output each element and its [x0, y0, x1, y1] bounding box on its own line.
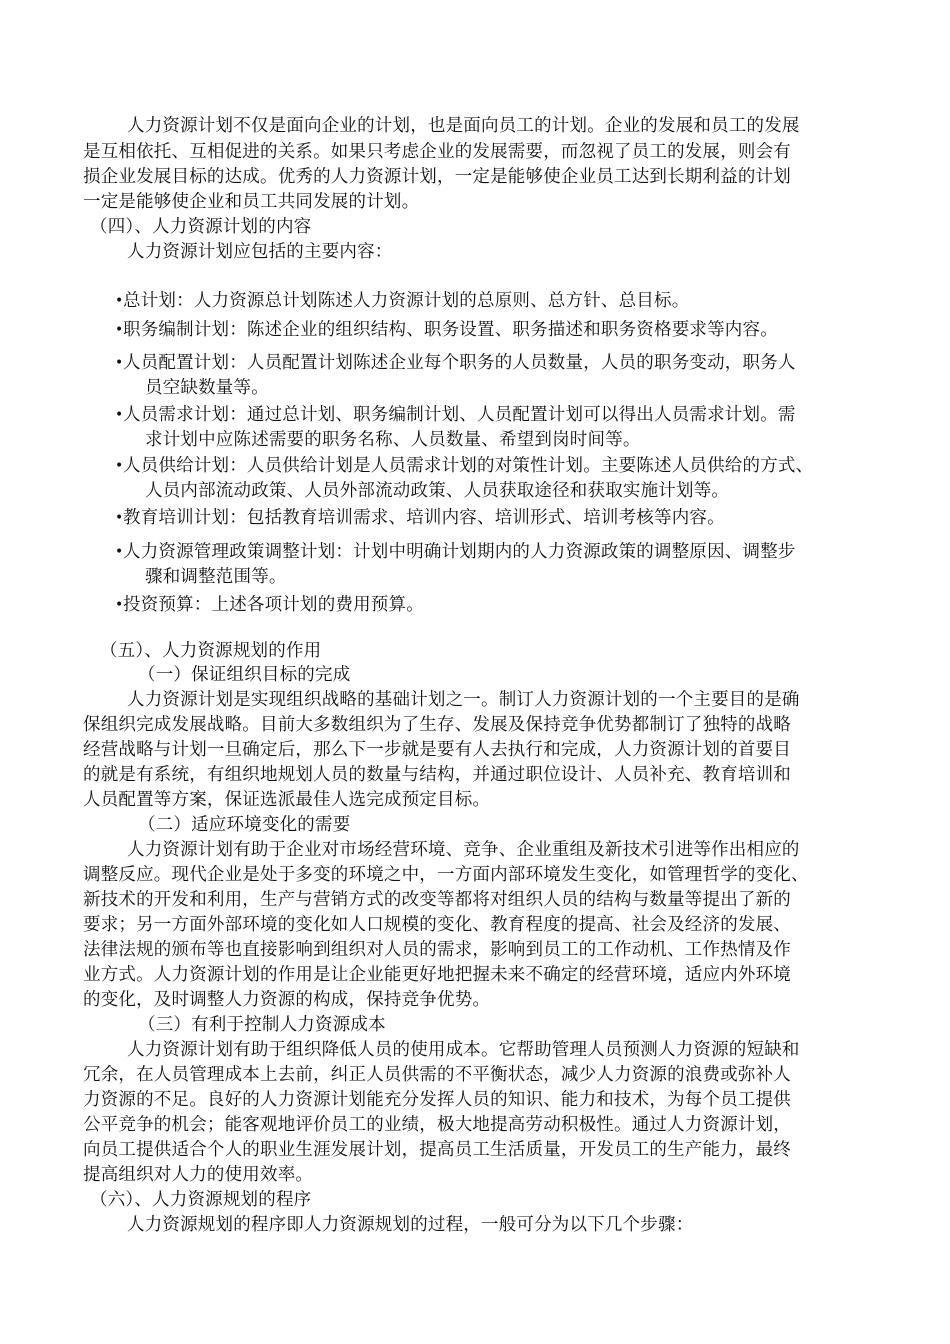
list-item-line-continued: 人员内部流动政策、人员外部流动政策、人员获取途径和获取实施计划等。: [145, 481, 730, 501]
paragraph-line: 人力资源计划有助于组织降低人员的使用成本。它帮助管理人员预测人力资源的短缺和: [127, 1040, 800, 1060]
list-item-line: 职务编制计划：陈述企业的组织结构、职务设置、职务描述和职务资格要求等内容。: [123, 320, 778, 340]
list-item-line: 人员配置计划：人员配置计划陈述企业每个职务的人员数量，人员的职务变动，职务人: [123, 353, 796, 373]
list-item-line-continued: 骤和调整范围等。: [145, 567, 287, 587]
list-item-line-continued: 求计划中应陈述需要的职务名称、人员数量、希望到岗时间等。: [145, 430, 641, 450]
paragraph-line: 人员配置等方案，保证选派最佳人选完成预定目标。: [83, 790, 491, 810]
bullet-marker: •: [115, 355, 124, 371]
paragraph-line: 公平竞争的机会；能客观地评价员工的业绩，极大地提高劳动积极性。通过人力资源计划，: [83, 1115, 791, 1135]
paragraph-line: 要求；另一方面外部环境的变化如人口规模的变化、教育程度的提高、社会及经济的发展、: [83, 915, 791, 935]
intro-line-3: 损企业发展目标的达成。优秀的人力资源计划，一定是能够使企业员工达到长期利益的计划: [83, 167, 791, 187]
list-item-line: 人力资源管理政策调整计划：计划中明确计划期内的人力资源政策的调整原因、调整步: [123, 542, 796, 562]
paragraph-line: 调整反应。现代企业是处于多变的环境之中，一方面内部环境发生变化，如管理哲学的变化、: [83, 865, 809, 885]
intro-line-4: 一定是能够使企业和员工共同发展的计划。: [83, 192, 420, 212]
bullet-marker: •: [115, 293, 124, 309]
bullet-marker: •: [115, 322, 124, 338]
intro-line-1: 人力资源计划不仅是面向企业的计划，也是面向员工的计划。企业的发展和员工的发展: [127, 116, 800, 136]
bullet-marker: •: [115, 544, 124, 560]
bullet-marker: •: [115, 510, 124, 526]
paragraph-line: 法律法规的颁布等也直接影响到组织对人员的需求，影响到员工的工作动机、工作热情及作: [83, 940, 791, 960]
section-4-lead: 人力资源计划应包括的主要内容：: [127, 242, 393, 262]
paragraph-line: 经营战略与计划一旦确定后，那么下一步就是要有人去执行和完成，人力资源计划的首要目: [83, 740, 791, 760]
list-item-line: 人员需求计划：通过总计划、职务编制计划、人员配置计划可以得出人员需求计划。需: [123, 405, 796, 425]
paragraph-line: 业方式。人力资源计划的作用是让企业能更好地把握未来不确定的经营环境，适应内外环境: [83, 965, 791, 985]
bullet-marker: •: [115, 458, 124, 474]
paragraph-line: 冗余，在人员管理成本上去前，纠正人员供需的不平衡状态，减少人力资源的浪费或弥补人: [83, 1065, 791, 1085]
section-5-heading: （五）、人力资源规划的作用: [100, 641, 322, 661]
paragraph-line: 新技术的开发和利用，生产与营销方式的改变等都将对组织人员的结构与数量等提出了新的: [83, 890, 791, 910]
paragraph-line: 人力资源计划有助于企业对市场经营环境、竞争、企业重组及新技术引进等作出相应的: [127, 840, 800, 860]
section-6-heading: （六）、人力资源规划的程序: [90, 1190, 312, 1210]
intro-line-2: 是互相依托、互相促进的关系。如果只考虑企业的发展需要，而忽视了员工的发展，则会有: [83, 142, 791, 162]
subsection-title: （一）保证组织目标的完成: [138, 665, 351, 685]
bullet-marker: •: [115, 407, 124, 423]
list-item-line: 人员供给计划：人员供给计划是人员需求计划的对策性计划。主要陈述人员供给的方式、: [123, 456, 814, 476]
section-4-heading: （四）、人力资源计划的内容: [90, 217, 312, 237]
list-item-line-continued: 员空缺数量等。: [145, 378, 269, 398]
list-item-line: 总计划：人力资源总计划陈述人力资源计划的总原则、总方针、总目标。: [123, 291, 690, 311]
paragraph-line: 保组织完成发展战略。目前大多数组织为了生存、发展及保持竞争优势都制订了独特的战略: [83, 715, 791, 735]
paragraph-line: 的就是有系统，有组织地规划人员的数量与结构，并通过职位设计、人员补充、教育培训和: [83, 765, 791, 785]
section-6-lead: 人力资源规划的程序即人力资源规划的过程，一般可分为以下几个步骤：: [127, 1215, 694, 1235]
subsection-title: （二）适应环境变化的需要: [138, 815, 351, 835]
paragraph-line: 力资源的不足。良好的人力资源计划能充分发挥人员的知识、能力和技术，为每个员工提供: [83, 1090, 791, 1110]
paragraph-line: 提高组织对人力的使用效率。: [83, 1165, 314, 1185]
paragraph-line: 向员工提供适合个人的职业生涯发展计划，提高员工生活质量，开发员工的生产能力，最终: [83, 1140, 791, 1160]
list-item-line: 教育培训计划：包括教育培训需求、培训内容、培训形式、培训考核等内容。: [123, 508, 725, 528]
paragraph-line: 人力资源计划是实现组织战略的基础计划之一。制订人力资源计划的一个主要目的是确: [127, 690, 800, 710]
list-item-line: 投资预算：上述各项计划的费用预算。: [123, 595, 424, 615]
subsection-title: （三）有利于控制人力资源成本: [138, 1015, 386, 1035]
bullet-marker: •: [115, 597, 124, 613]
paragraph-line: 的变化，及时调整人力资源的构成，保持竞争优势。: [83, 990, 491, 1010]
